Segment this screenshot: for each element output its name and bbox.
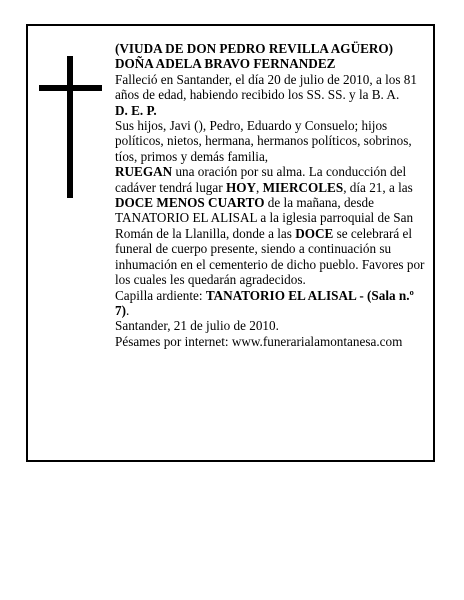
family-list: Sus hijos, Javi (), Pedro, Eduardo y Consuelo; hijos políticos, nietos, hermana, hermanos políticos, sobrinos, tíos, primos y demás familia, bbox=[115, 118, 412, 164]
deceased-name: DOÑA ADELA BRAVO FERNANDEZ bbox=[115, 56, 336, 72]
death-details: Falleció en Santander, el día 20 de julio de 2010, a los 81 años de edad, habiendo recibido los SS. SS. y la B. A. bbox=[115, 71, 417, 103]
widow-line: (VIUDA DE DON PEDRO REVILLA AGÜERO) bbox=[115, 41, 394, 56]
pesames-line: Pésames por internet: www.funerarialamontanesa.com bbox=[115, 333, 403, 349]
cross-icon-bar bbox=[39, 85, 102, 91]
cross-icon bbox=[67, 56, 73, 198]
funeral-details: RUEGAN una oración por su alma. La conducción del cadáver tendrá lugar HOY, MIERCOLES, día 21, a las DOCE MENOS CUARTO de la mañana, desde TANATORIO EL ALISAL a la iglesia parroquial de San Román de la Llanilla, donde a las DOCE se celebrará el funeral de cuerpo presente, siendo a continuación su inhumación en el cementerio de dicho pueblo. Favores por los cuales les quedarán agradecidos. bbox=[115, 164, 425, 288]
chapel-info: Capilla ardiente: TANATORIO EL ALISAL - (Sala n.º 7). bbox=[115, 287, 414, 318]
notice-date: Santander, 21 de julio de 2010. bbox=[115, 318, 279, 334]
obituary-notice bbox=[26, 24, 435, 462]
obituary-text bbox=[115, 41, 425, 349]
dep: D. E. P. bbox=[115, 102, 157, 118]
